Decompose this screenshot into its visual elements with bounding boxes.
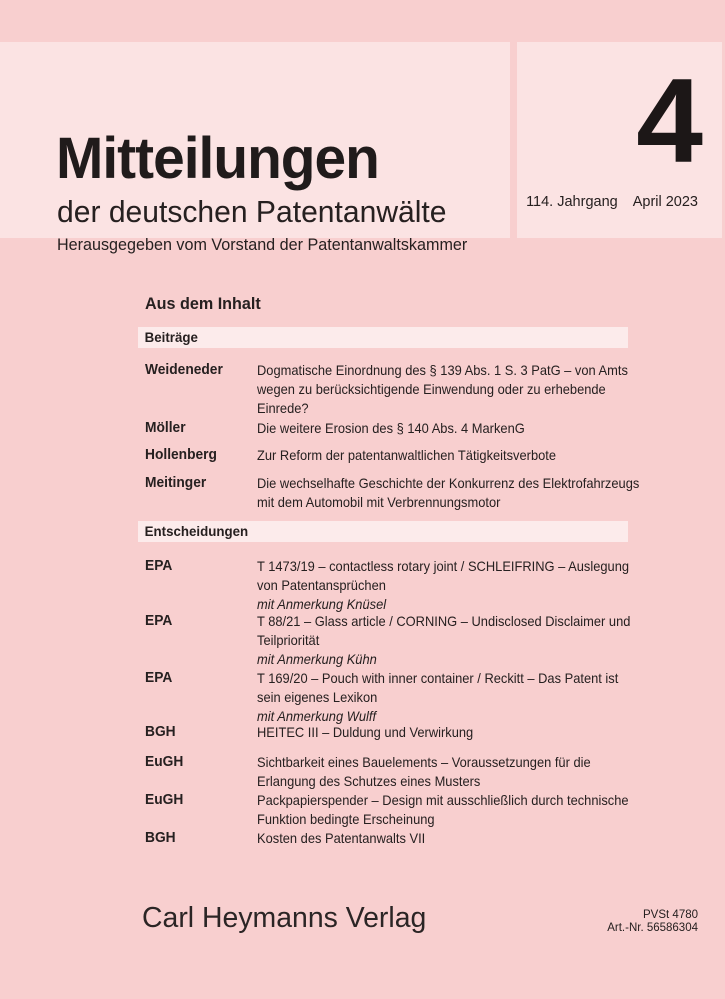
section-header-beitraege [138, 327, 628, 348]
toc-author: Möller [145, 420, 186, 436]
toc-row [145, 419, 685, 438]
postal-id: PVSt 4780 [643, 909, 698, 921]
toc-row [145, 612, 685, 669]
toc-row [145, 723, 685, 742]
section-label: Entscheidungen [144, 523, 249, 539]
masthead-panel-left [0, 42, 510, 254]
contents-heading: Aus dem Inhalt [145, 294, 261, 313]
toc-court: EPA [145, 613, 173, 629]
issue-number: 4 [636, 54, 703, 188]
toc-annotation: mit Anmerkung Knüsel [257, 596, 387, 612]
toc-court: EPA [145, 670, 173, 686]
issue-meta [526, 195, 698, 211]
journal-title: Mitteilungen [56, 126, 379, 191]
toc-row [145, 829, 685, 848]
toc-row [145, 474, 685, 512]
toc-court: BGH [145, 830, 176, 846]
toc-title: T 1473/19 – contactless rotary joint / SCHLEIFRING – Auslegung von Patentansprüchen [257, 558, 630, 593]
toc-author: Hollenberg [145, 447, 217, 463]
toc-row [145, 791, 685, 829]
article-number: Art.-Nr. 56586304 [607, 922, 698, 934]
toc-annotation: mit Anmerkung Wulff [257, 708, 377, 724]
toc-annotation: mit Anmerkung Kühn [257, 651, 377, 667]
toc-court: EuGH [145, 754, 184, 770]
toc-author: Meitinger [145, 475, 207, 491]
toc-court: EPA [145, 558, 173, 574]
toc-title: Kosten des Patentanwalts VII [257, 830, 426, 846]
toc-row [145, 361, 685, 418]
toc-title: Die wechselhafte Geschichte der Konkurrenz des Elektrofahrzeugs mit dem Automobil mit Verbrennungsmotor [257, 475, 640, 510]
section-label: Beiträge [144, 329, 198, 345]
toc-title: T 88/21 – Glass article / CORNING – Undisclosed Disclaimer und Teilpriorität [257, 613, 631, 648]
toc-title: Packpapierspender – Design mit ausschließlich durch technische Funktion bedingte Erscheinung [257, 792, 629, 827]
toc-title: Die weitere Erosion des § 140 Abs. 4 MarkenG [257, 420, 525, 436]
publisher-name: Carl Heymanns Verlag [142, 902, 427, 934]
toc-title: Zur Reform der patentanwaltlichen Tätigkeitsverbote [257, 447, 557, 463]
toc-author: Weideneder [145, 362, 223, 378]
toc-court: EuGH [145, 792, 184, 808]
issue-date: April 2023 [632, 194, 698, 210]
toc-title: Sichtbarkeit eines Bauelements – Voraussetzungen für die Erlangung des Schutzes eines Musters [257, 754, 591, 789]
toc-row [145, 753, 685, 791]
toc-row [145, 557, 685, 614]
toc-row [145, 669, 685, 726]
publisher-line: Herausgegeben vom Vorstand der Patentanwaltskammer [57, 235, 468, 254]
mailing-info [607, 909, 698, 935]
toc-title: HEITEC III – Duldung und Verwirkung [257, 724, 474, 740]
journal-subtitle: der deutschen Patentanwälte [57, 194, 447, 229]
toc-title: T 169/20 – Pouch with inner container / Reckitt – Das Patent ist sein eigenes Lexikon [257, 670, 619, 705]
toc-court: BGH [145, 724, 176, 740]
toc-row [145, 446, 685, 465]
toc-title: Dogmatische Einordnung des § 139 Abs. 1 S. 3 PatG – von Amts wegen zu berücksichtigende Einwendung oder zu erhebende Einrede? [257, 362, 628, 416]
section-header-entscheidungen [138, 521, 628, 542]
volume-label: 114. Jahrgang [526, 194, 618, 210]
